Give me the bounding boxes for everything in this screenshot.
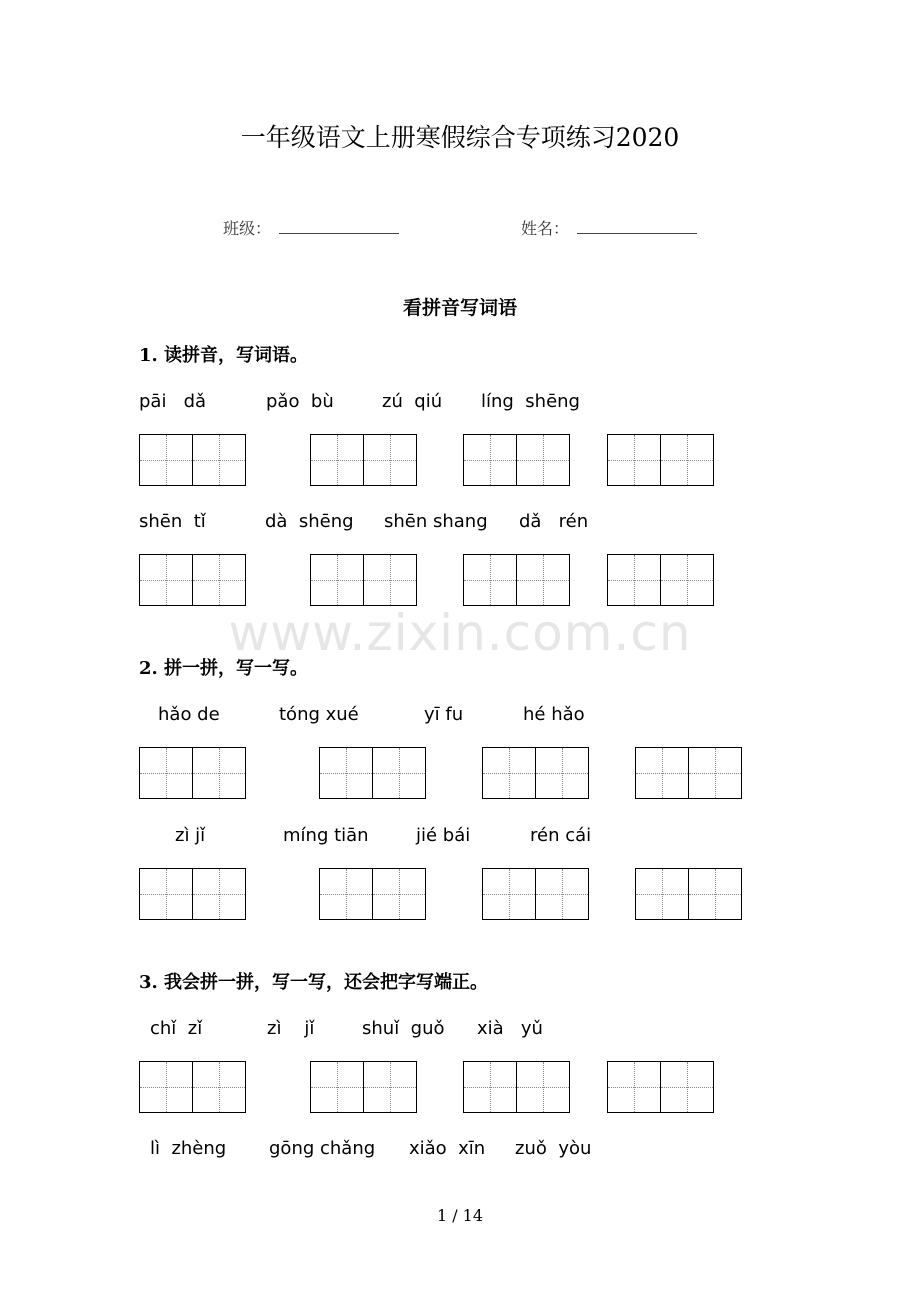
writing-grid[interactable]	[139, 1061, 246, 1113]
question-heading: 1. 读拼音，写词语。	[139, 345, 309, 366]
pinyin-label: zuǒ yòu	[515, 1138, 592, 1159]
writing-grid[interactable]	[607, 434, 714, 486]
pinyin-label: xià yǔ	[477, 1018, 543, 1039]
pinyin-label: yī fu	[424, 704, 464, 725]
pinyin-label: pāi dǎ	[139, 391, 207, 412]
writing-grid[interactable]	[310, 1061, 417, 1113]
document-title: 一年级语文上册寒假综合专项练习2020	[240, 123, 680, 152]
pinyin-label: hǎo de	[158, 704, 220, 725]
class-blank-line	[279, 233, 399, 234]
pinyin-label: pǎo bù	[266, 391, 334, 412]
writing-grid[interactable]	[139, 747, 246, 799]
pinyin-label: shēn tǐ	[139, 511, 206, 532]
pinyin-label: líng shēng	[481, 391, 580, 412]
question-heading: 3. 我会拼一拼，写一写，还会把字写端正。	[139, 972, 489, 993]
pinyin-label: zì jǐ	[267, 1018, 315, 1039]
writing-grid[interactable]	[310, 554, 417, 606]
pinyin-label: zú qiú	[382, 391, 443, 412]
name-blank-line	[577, 233, 697, 234]
question-heading: 2. 拼一拼，写一写。	[139, 658, 309, 679]
pinyin-label: lì zhèng	[150, 1138, 227, 1159]
writing-grid[interactable]	[319, 747, 426, 799]
pinyin-label: hé hǎo	[523, 704, 585, 725]
writing-grid[interactable]	[139, 434, 246, 486]
writing-grid[interactable]	[635, 747, 742, 799]
pinyin-label: gōng chǎng	[269, 1138, 376, 1159]
writing-grid[interactable]	[635, 868, 742, 920]
writing-grid[interactable]	[319, 868, 426, 920]
writing-grid[interactable]	[482, 747, 589, 799]
pinyin-label: dǎ rén	[519, 511, 589, 532]
pinyin-label: tóng xué	[279, 704, 359, 725]
writing-grid[interactable]	[310, 434, 417, 486]
class-label: 班级：	[223, 219, 272, 238]
writing-grid[interactable]	[139, 868, 246, 920]
pinyin-label: chǐ zǐ	[150, 1018, 203, 1039]
section-title: 看拼音写词语	[402, 297, 517, 319]
pinyin-label: zì jǐ	[175, 825, 206, 846]
writing-grid[interactable]	[482, 868, 589, 920]
pinyin-label: míng tiān	[283, 825, 369, 846]
writing-grid[interactable]	[139, 554, 246, 606]
page-number: 1 / 14	[436, 1206, 484, 1225]
pinyin-label: rén cái	[530, 825, 592, 846]
writing-grid[interactable]	[607, 1061, 714, 1113]
pinyin-label: xiǎo xīn	[409, 1138, 486, 1159]
pinyin-label: shuǐ guǒ	[362, 1018, 445, 1039]
name-label: 姓名：	[521, 219, 570, 238]
pinyin-label: jié bái	[416, 825, 471, 846]
pinyin-label: dà shēng	[265, 511, 354, 532]
writing-grid[interactable]	[463, 554, 570, 606]
writing-grid[interactable]	[463, 1061, 570, 1113]
writing-grid[interactable]	[463, 434, 570, 486]
writing-grid[interactable]	[607, 554, 714, 606]
watermark: www.zixin.com.cn	[228, 604, 692, 662]
pinyin-label: shēn shang	[384, 511, 488, 532]
